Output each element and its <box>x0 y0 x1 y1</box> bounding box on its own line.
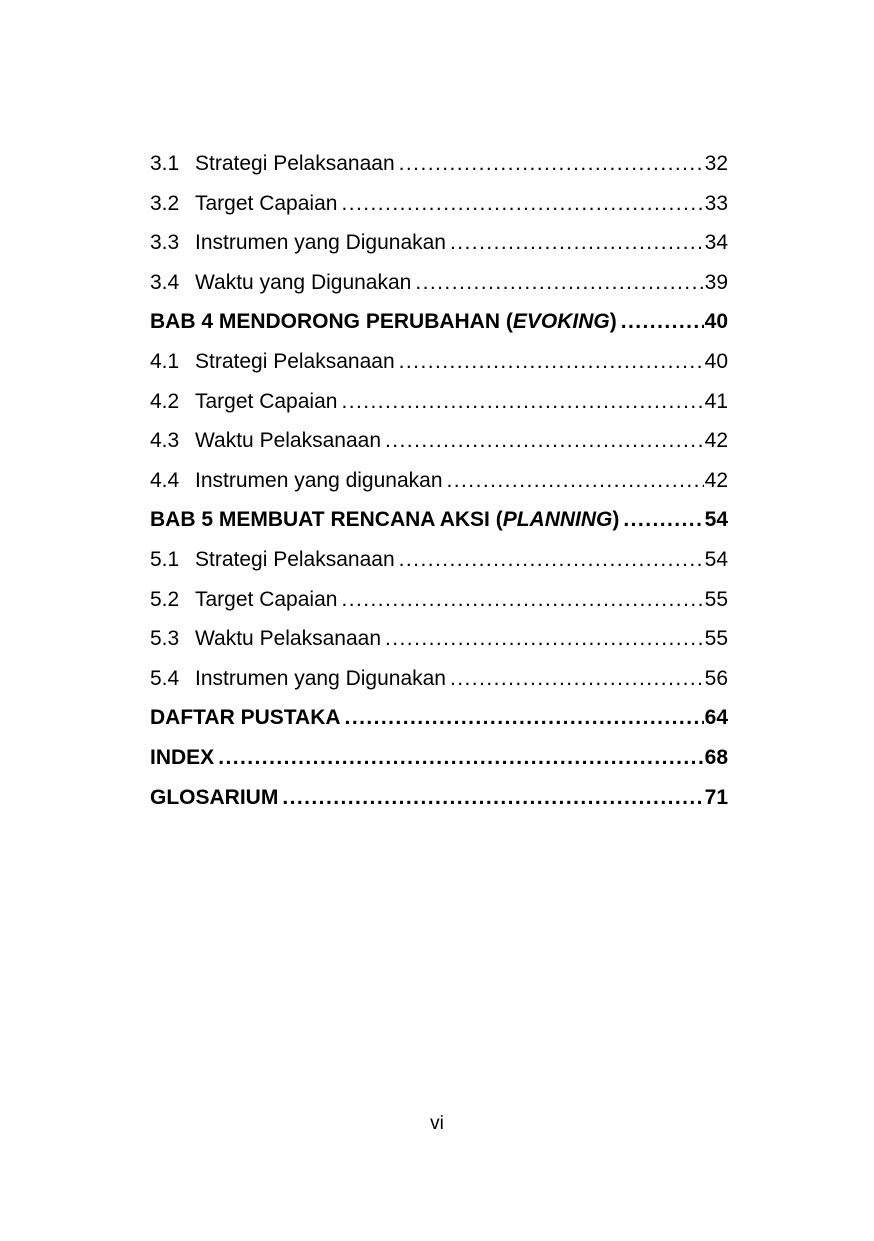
dot-leader <box>399 144 704 184</box>
section-number: 4.3 <box>150 429 180 453</box>
dot-leader <box>399 540 704 580</box>
footer-page-number: vi <box>430 1113 444 1134</box>
toc-entry-daftar-pustaka[interactable] <box>150 698 728 738</box>
chapter-title-suffix: ) <box>612 508 620 532</box>
page-number: 68 <box>704 745 728 769</box>
chapter-title-text: BAB 5 MEMBUAT RENCANA AKSI ( <box>150 508 503 532</box>
page-number: 40 <box>704 349 728 373</box>
page-number: 42 <box>704 429 728 453</box>
section-number: 3.1 <box>150 152 180 175</box>
chapter-title <box>150 500 619 540</box>
dot-leader <box>341 382 703 422</box>
dot-leader <box>385 619 704 659</box>
page-number: 42 <box>704 468 728 492</box>
toc-entry-5-3[interactable] <box>150 619 728 659</box>
page-number: 55 <box>704 587 728 611</box>
section-number: 4.1 <box>150 349 180 373</box>
entry-title: Target Capaian <box>195 389 338 413</box>
page-number: 39 <box>704 270 728 294</box>
dot-leader <box>450 223 704 263</box>
chapter-title: DAFTAR PUSTAKA <box>150 706 341 730</box>
dot-leader <box>218 738 703 778</box>
page-number: 40 <box>704 310 728 334</box>
dot-leader <box>447 461 704 501</box>
section-number: 5.2 <box>150 587 180 611</box>
toc-entry-4-4[interactable] <box>150 461 728 501</box>
section-number: 5.4 <box>150 666 180 690</box>
entry-title: Strategi Pelaksanaan <box>195 349 395 373</box>
toc-entry-3-2[interactable] <box>150 184 728 224</box>
dot-leader <box>415 263 703 303</box>
entry-title: Strategi Pelaksanaan <box>195 547 395 571</box>
toc-entry-4-2[interactable] <box>150 382 728 422</box>
page-number: 71 <box>704 785 728 809</box>
chapter-title-italic: EVOKING <box>512 310 610 334</box>
section-number: 4.2 <box>150 389 180 413</box>
chapter-title-suffix: ) <box>609 310 617 334</box>
section-number: 5.1 <box>150 547 180 571</box>
toc-entry-4-1[interactable] <box>150 342 728 382</box>
toc-entry-5-2[interactable] <box>150 580 728 620</box>
page-number: 54 <box>704 547 728 571</box>
chapter-title: GLOSARIUM <box>150 785 279 809</box>
entry-title: Target Capaian <box>195 587 338 611</box>
section-number: 3.4 <box>150 270 180 294</box>
entry-title: Strategi Pelaksanaan <box>195 152 395 175</box>
section-number: 5.3 <box>150 627 180 651</box>
toc-entry-3-4[interactable] <box>150 263 728 303</box>
section-number: 4.4 <box>150 468 180 492</box>
toc-entry-5-1[interactable] <box>150 540 728 580</box>
toc-entry-3-1[interactable] <box>150 144 728 184</box>
toc-entry-bab-5[interactable] <box>150 500 728 540</box>
page-number: 56 <box>704 666 728 690</box>
chapter-title-italic: PLANNING <box>502 508 613 532</box>
dot-leader <box>621 302 704 342</box>
entry-title: Waktu yang Digunakan <box>195 270 412 294</box>
entry-title: Target Capaian <box>195 191 338 215</box>
page-number: 34 <box>704 231 728 255</box>
entry-title: Instrumen yang Digunakan <box>195 666 446 690</box>
chapter-title: INDEX <box>150 745 215 769</box>
entry-title: Waktu Pelaksanaan <box>195 429 381 453</box>
dot-leader <box>450 659 704 699</box>
page-number: 64 <box>704 706 728 730</box>
dot-leader <box>385 421 704 461</box>
entry-title: Instrumen yang digunakan <box>195 468 443 492</box>
dot-leader <box>345 698 704 738</box>
toc-entry-3-3[interactable] <box>150 223 728 263</box>
page-number: 54 <box>704 508 728 532</box>
toc-entry-5-4[interactable] <box>150 659 728 699</box>
toc-entry-glosarium[interactable] <box>150 778 728 818</box>
page-number: 33 <box>704 191 728 215</box>
dot-leader <box>399 342 704 382</box>
chapter-title-text: BAB 4 MENDORONG PERUBAHAN ( <box>150 310 513 334</box>
toc-entry-4-3[interactable] <box>150 421 728 461</box>
page-number: 41 <box>704 389 728 413</box>
toc-entry-bab-4[interactable] <box>150 302 728 342</box>
entry-title: Waktu Pelaksanaan <box>195 627 381 651</box>
dot-leader <box>341 580 703 620</box>
chapter-title <box>150 302 617 342</box>
dot-leader <box>623 500 703 540</box>
page-number: 32 <box>704 152 728 175</box>
entry-title: Instrumen yang Digunakan <box>195 231 446 255</box>
toc-entry-index[interactable] <box>150 738 728 778</box>
table-of-contents <box>150 144 728 817</box>
dot-leader <box>282 778 703 818</box>
section-number: 3.3 <box>150 231 180 255</box>
page-number: 55 <box>704 627 728 651</box>
dot-leader <box>341 184 703 224</box>
section-number: 3.2 <box>150 191 180 215</box>
